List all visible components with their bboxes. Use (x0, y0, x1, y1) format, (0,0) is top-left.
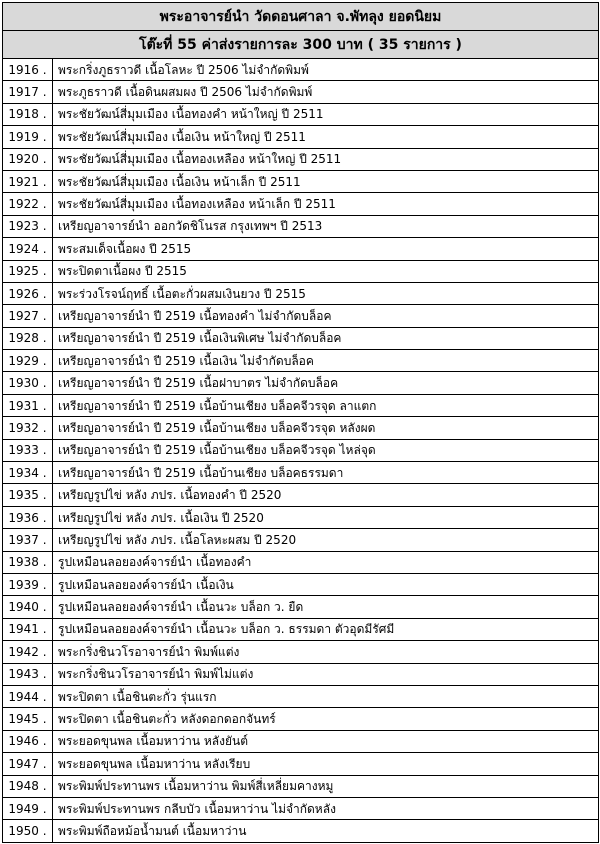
item-number: 1950 . (3, 820, 53, 842)
item-name: พระพิมพ์ประทานพร เนื้อมหาว่าน พิมพ์สี่เหลี่ยมคางหมู (53, 775, 599, 797)
item-number: 1944 . (3, 685, 53, 707)
item-name: พระภูธราวดี เนื้อดินผสมผง ปี 2506 ไม่จำกัดพิมพ์ (53, 81, 599, 103)
item-name: เหรียญอาจารย์นำ ปี 2519 เนื้อบ้านเชียง บล็อคจีวรจุด ลาแตก (53, 394, 599, 416)
item-number: 1920 . (3, 148, 53, 170)
header-row-subtitle (3, 31, 599, 59)
table-row (3, 260, 599, 282)
item-number: 1946 . (3, 730, 53, 752)
item-number: 1934 . (3, 462, 53, 484)
table-row (3, 148, 599, 170)
table-row (3, 708, 599, 730)
table-row (3, 573, 599, 595)
item-name: เหรียญอาจารย์นำ ปี 2519 เนื้อบ้านเชียง บล็อคจีวรจุด ไหล่จุด (53, 439, 599, 461)
table-row (3, 551, 599, 573)
item-number: 1932 . (3, 417, 53, 439)
item-number: 1919 . (3, 126, 53, 148)
item-name: พระชัยวัฒน์สี่มุมเมือง เนื้อเงิน หน้าเล็ก ปี 2511 (53, 170, 599, 192)
item-number: 1940 . (3, 596, 53, 618)
table-row (3, 462, 599, 484)
table-row (3, 797, 599, 819)
listing-sheet (2, 2, 598, 843)
table-row (3, 103, 599, 125)
table-row (3, 372, 599, 394)
item-number: 1923 . (3, 215, 53, 237)
item-name: พระกริ่งชินวโรอาจารย์นำ พิมพ์แต่ง (53, 641, 599, 663)
table-row (3, 193, 599, 215)
table-row (3, 753, 599, 775)
table-row (3, 170, 599, 192)
table-row (3, 663, 599, 685)
item-name: พระสมเด็จเนื้อผง ปี 2515 (53, 238, 599, 260)
table-row (3, 238, 599, 260)
item-number: 1949 . (3, 797, 53, 819)
item-number: 1927 . (3, 305, 53, 327)
item-number: 1929 . (3, 350, 53, 372)
item-number: 1916 . (3, 59, 53, 81)
item-name: พระปิดตาเนื้อผง ปี 2515 (53, 260, 599, 282)
item-number: 1925 . (3, 260, 53, 282)
table-row (3, 596, 599, 618)
item-name: พระปิดตา เนื้อชินตะกั่ว รุ่นแรก (53, 685, 599, 707)
item-number: 1918 . (3, 103, 53, 125)
amulet-list-table (2, 2, 599, 843)
item-number: 1947 . (3, 753, 53, 775)
table-row (3, 59, 599, 81)
item-name: พระกริ่งภูธราวดี เนื้อโลหะ ปี 2506 ไม่จำกัดพิมพ์ (53, 59, 599, 81)
table-row (3, 506, 599, 528)
item-name: พระร่วงโรจน์ฤทธิ์ เนื้อตะกั่วผสมเงินยวง ปี 2515 (53, 282, 599, 304)
item-name: พระชัยวัฒน์สี่มุมเมือง เนื้อทองคำ หน้าใหญ่ ปี 2511 (53, 103, 599, 125)
table-row (3, 282, 599, 304)
header-row-title (3, 3, 599, 31)
item-name: พระยอดขุนพล เนื้อมหาว่าน หลังเรียบ (53, 753, 599, 775)
item-number: 1933 . (3, 439, 53, 461)
item-name: พระยอดขุนพล เนื้อมหาว่าน หลังยันต์ (53, 730, 599, 752)
item-number: 1922 . (3, 193, 53, 215)
item-number: 1921 . (3, 170, 53, 192)
table-row (3, 305, 599, 327)
item-number: 1943 . (3, 663, 53, 685)
item-number: 1935 . (3, 484, 53, 506)
table-subtitle: โต๊ะที่ 55 ค่าส่งรายการละ 300 บาท ( 35 รายการ ) (3, 31, 599, 59)
table-row (3, 126, 599, 148)
table-row (3, 327, 599, 349)
table-row (3, 730, 599, 752)
item-number: 1926 . (3, 282, 53, 304)
item-number: 1941 . (3, 618, 53, 640)
item-name: รูปเหมือนลอยองค์จารย์นำ เนื้อทองคำ (53, 551, 599, 573)
table-row (3, 81, 599, 103)
item-name: พระชัยวัฒน์สี่มุมเมือง เนื้อทองเหลือง หน้าเล็ก ปี 2511 (53, 193, 599, 215)
table-row (3, 484, 599, 506)
item-number: 1937 . (3, 529, 53, 551)
table-row (3, 350, 599, 372)
table-header (3, 3, 599, 59)
item-name: พระพิมพ์ถือหม้อน้ำมนต์ เนื้อมหาว่าน (53, 820, 599, 842)
item-name: พระพิมพ์ประทานพร กลีบบัว เนื้อมหาว่าน ไม่จำกัดหลัง (53, 797, 599, 819)
table-row (3, 685, 599, 707)
page-title: พระอาจารย์นำ วัดดอนศาลา จ.พัทลุง ยอดนิยม (3, 3, 599, 31)
item-number: 1928 . (3, 327, 53, 349)
item-number: 1917 . (3, 81, 53, 103)
table-row (3, 529, 599, 551)
table-row (3, 775, 599, 797)
item-name: เหรียญรูปไข่ หลัง ภปร. เนื้อทองคำ ปี 2520 (53, 484, 599, 506)
item-name: พระชัยวัฒน์สี่มุมเมือง เนื้อเงิน หน้าใหญ่ ปี 2511 (53, 126, 599, 148)
item-number: 1948 . (3, 775, 53, 797)
item-name: รูปเหมือนลอยองค์จารย์นำ เนื้อนวะ บล็อก ว. ยืด (53, 596, 599, 618)
item-number: 1938 . (3, 551, 53, 573)
item-name: เหรียญรูปไข่ หลัง ภปร. เนื้อเงิน ปี 2520 (53, 506, 599, 528)
item-name: เหรียญอาจารย์นำ ปี 2519 เนื้อเงิน ไม่จำกัดบล็อค (53, 350, 599, 372)
item-name: เหรียญอาจารย์นำ ปี 2519 เนื้อบ้านเชียง บล็อคจีวรจุด หลังผด (53, 417, 599, 439)
item-number: 1939 . (3, 573, 53, 595)
table-row (3, 618, 599, 640)
item-number: 1930 . (3, 372, 53, 394)
table-row (3, 394, 599, 416)
item-number: 1924 . (3, 238, 53, 260)
table-row (3, 641, 599, 663)
item-name: เหรียญอาจารย์นำ ปี 2519 เนื้อบ้านเชียง บล็อคธรรมดา (53, 462, 599, 484)
item-name: รูปเหมือนลอยองค์จารย์นำ เนื้อเงิน (53, 573, 599, 595)
item-number: 1942 . (3, 641, 53, 663)
item-name: เหรียญอาจารย์นำ ปี 2519 เนื้อเงินพิเศษ ไม่จำกัดบล็อค (53, 327, 599, 349)
item-number: 1945 . (3, 708, 53, 730)
table-row (3, 439, 599, 461)
table-row (3, 417, 599, 439)
item-name: เหรียญรูปไข่ หลัง ภปร. เนื้อโลหะผสม ปี 2520 (53, 529, 599, 551)
table-row (3, 820, 599, 842)
table-body (3, 59, 599, 843)
item-name: เหรียญอาจารย์นำ ปี 2519 เนื้อฝาบาตร ไม่จำกัดบล็อค (53, 372, 599, 394)
item-number: 1936 . (3, 506, 53, 528)
item-name: พระกริ่งชินวโรอาจารย์นำ พิมพ์ไม่แต่ง (53, 663, 599, 685)
item-name: รูปเหมือนลอยองค์จารย์นำ เนื้อนวะ บล็อก ว. ธรรมดา ตัวอุดมีรัศมี (53, 618, 599, 640)
item-name: พระปิดตา เนื้อชินตะกั่ว หลังดอกดอกจันทร์ (53, 708, 599, 730)
item-name: เหรียญอาจารย์นำ ปี 2519 เนื้อทองคำ ไม่จำกัดบล็อค (53, 305, 599, 327)
table-row (3, 215, 599, 237)
item-name: เหรียญอาจารย์นำ ออกวัดชิโนรส กรุงเทพฯ ปี 2513 (53, 215, 599, 237)
item-name: พระชัยวัฒน์สี่มุมเมือง เนื้อทองเหลือง หน้าใหญ่ ปี 2511 (53, 148, 599, 170)
item-number: 1931 . (3, 394, 53, 416)
